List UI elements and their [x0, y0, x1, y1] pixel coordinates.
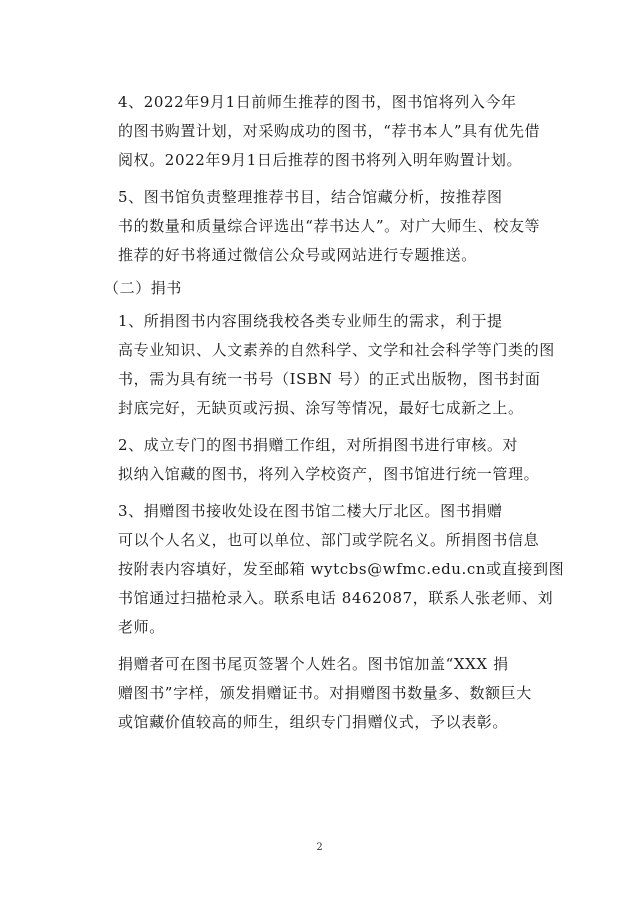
- text-line: 书馆通过扫描枪录入。联系电话 8462087，联系人张老师、刘: [118, 589, 554, 607]
- text-line: 老师。: [118, 618, 165, 636]
- text-line: 封底完好，无缺页或污损、涂写等情况，最好七成新之上。: [118, 399, 524, 417]
- paragraph-recommendation-priority: [88, 88, 546, 175]
- page-number: 2: [316, 842, 323, 853]
- text-line: 书，需为具有统一书号（ISBN 号）的正式出版物，图书封面: [118, 370, 541, 388]
- text-line: 书的数量和质量综合评选出“荐书达人”。对广大师生、校友等: [118, 217, 541, 235]
- paragraph-donation-review: [88, 431, 546, 489]
- text-line: 高专业知识、人文素养的自然科学、文学和社会科学等门类的图: [118, 341, 555, 359]
- paragraph-donation-requirements: [88, 307, 555, 423]
- text-line: 推荐的好书将通过微信公众号或网站进行专题推送。: [118, 246, 477, 264]
- document-body: [88, 88, 565, 737]
- text-line: 捐赠者可在图书尾页签署个人姓名。图书馆加盖“XXX 捐: [118, 655, 509, 673]
- paragraph-donation-recognition: [88, 650, 546, 737]
- section-heading-donation: （二）捐书: [104, 279, 183, 297]
- text-line: 2、成立专门的图书捐赠工作组，对所捐图书进行审核。对: [118, 436, 519, 454]
- text-line: 1、所捐图书内容围绕我校各类专业师生的需求，利于提: [118, 312, 503, 330]
- paragraph-donation-contact: [88, 497, 565, 642]
- text-line: 阅权。2022年9月1日后推荐的图书将列入明年购置计划。: [118, 151, 523, 169]
- text-line: 3、捐赠图书接收处设在图书馆二楼大厅北区。图书捐赠: [118, 502, 503, 520]
- text-line: 5、图书馆负责整理推荐书目，结合馆藏分析，按推荐图: [118, 188, 503, 206]
- text-line: 可以个人名义，也可以单位、部门或学院名义。所捐图书信息: [118, 531, 540, 549]
- paragraph-recommendation-selection: [88, 183, 546, 270]
- text-line: 或馆藏价值较高的师生，组织专门捐赠仪式，予以表彰。: [118, 713, 509, 731]
- text-line: 拟纳入馆藏的图书，将列入学校资产，图书馆进行统一管理。: [118, 465, 540, 483]
- text-line: 按附表内容填好，发至邮箱 wytcbs@wfmc.edu.cn或直接到图: [118, 560, 565, 578]
- text-line: 的图书购置计划，对采购成功的图书，“荐书本人”具有优先借: [118, 122, 541, 140]
- text-line: 4、2022年9月1日前师生推荐的图书，图书馆将列入今年: [118, 93, 517, 111]
- text-line: 赠图书”字样，颁发捐赠证书。对捐赠图书数量多、数额巨大: [118, 684, 532, 702]
